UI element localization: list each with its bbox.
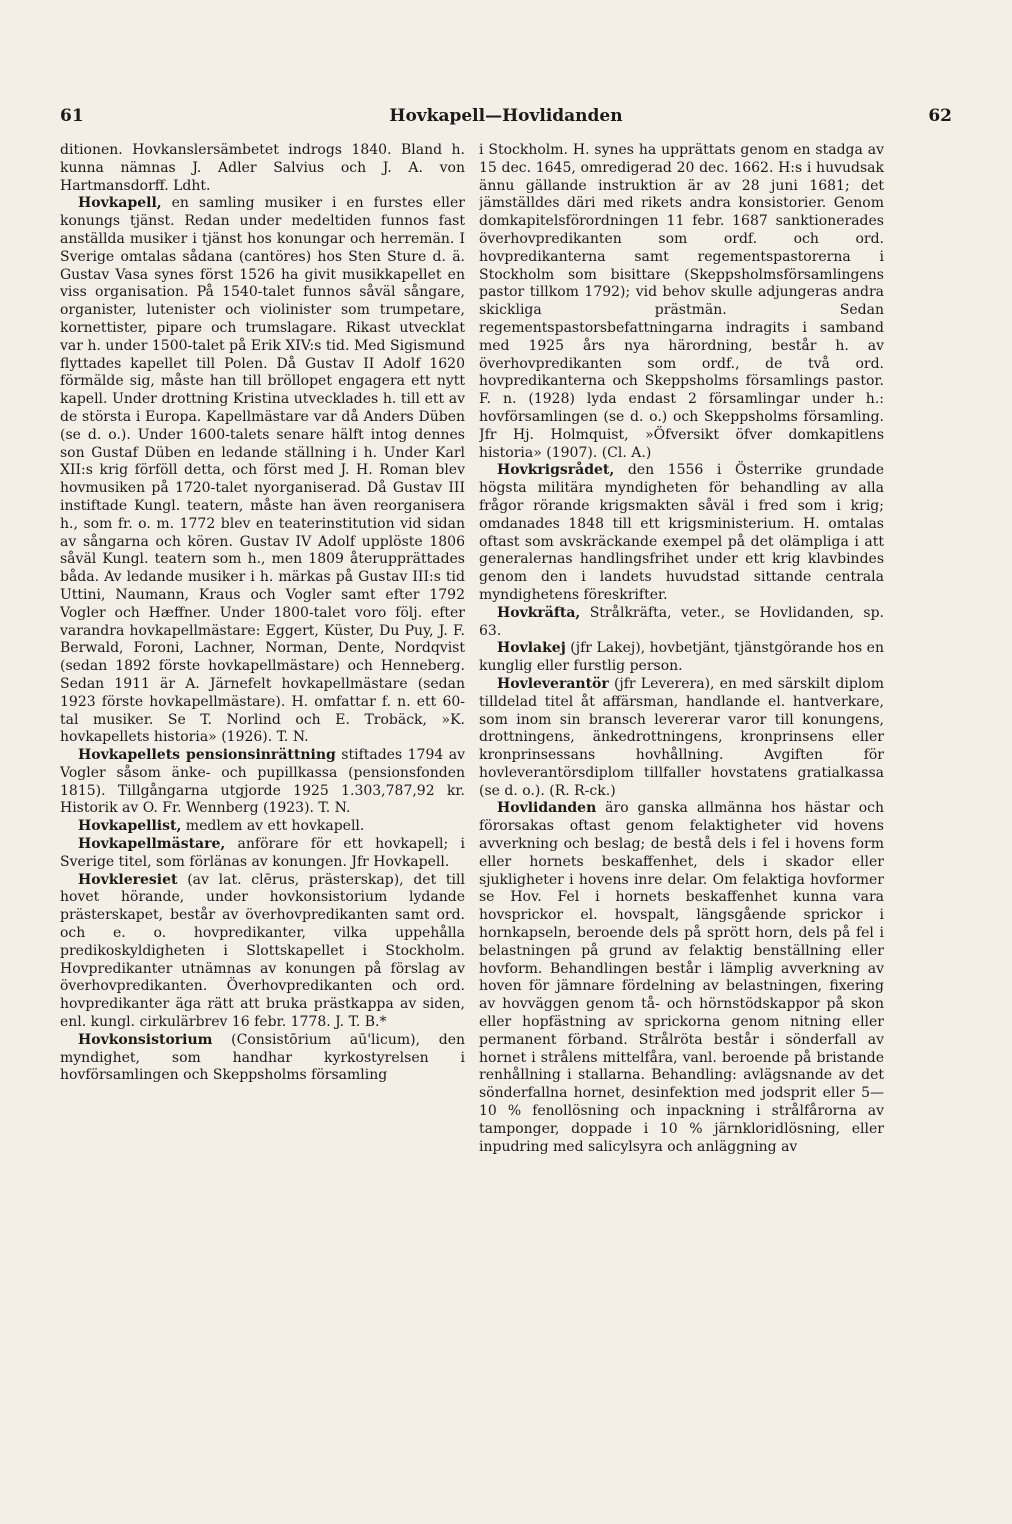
headword: Hovlidanden	[497, 800, 597, 817]
running-title: Hovkapell—Hovlidanden	[389, 106, 623, 126]
entry-paragraph: Hovkonsistorium (Consistōrium aū'licum), den myndighet, som handhar kyrkostyrelsen i hovförsamlingen och Skeppsholms församling	[60, 1031, 465, 1084]
headword: Hovkrigsrådet,	[497, 462, 615, 479]
entry-paragraph: i Stockholm. H. synes ha upprättats genom en stadga av 15 dec. 1645, omredigerad 20 dec. 1662. H:s i huvudsak ännu gällande instruktion är av 28 juni 1681; det jämställdes däri med rikets andra konsistorier. Genom domkapitelsförordningen 11 febr. 1687 sanktionerades överhovpredikanten som ordf. och ord. hovpredikanterna samt regementspastorerna i Stockholm som bisittare (Skeppsholmsförsamlingens pastor tillkom 1792); vid behov skulle adjungeras andra skickliga prästmän. Sedan regementspastorsbefattningarna indragits i samband med 1925 års nya härordning, består h. av överhovpredikanten som ordf., de två ord. hovpredikanterna och Skeppsholms församlings pastor. F. n. (1928) lyda endast 2 församlingar under h.: hovförsamlingen (se d. o.) och Skeppsholms församling. Jfr Hj. Holmquist, »Öfversikt öfver domkapitlens historia» (1907). (Cl. A.)	[479, 142, 884, 461]
headword: Hovkonsistorium	[78, 1031, 213, 1048]
left-column	[60, 142, 465, 1372]
headword: Hovkapellist,	[78, 818, 182, 835]
entry-paragraph: Hovkleresiet (av lat. clērus, prästerskap), det till hovet hörande, under hovkonsistorium lydande prästerskapet, består av överhovpredikanten samt ord. och e. o. hovpredikanter, vilka uppehålla predikoskyldigheten i Slottskapellet i Stockholm. Hovpredikanter utnämnas av konungen på förslag av överhovpredikanten. Överhovpredikanten och ord. hovpredikanter äga rätt att bruka prästkappa av siden, enl. kungl. cirkulärbrev 16 febr. 1778. J. T. B.*	[60, 871, 465, 1031]
entry-paragraph: ditionen. Hovkanslersämbetet indrogs 1840. Bland h. kunna nämnas J. Adler Salvius och J. A. von Hartmansdorff. Ldht.	[60, 142, 465, 194]
page-number-right: 62	[928, 106, 952, 126]
entry-paragraph: Hovkapellmästare, anförare för ett hovkapell; i Sverige titel, som förlänas av konungen. Jfr Hovkapell.	[60, 836, 465, 870]
entry-paragraph: Hovkrigsrådet, den 1556 i Österrike grundade högsta militära myndigheten för behandling av alla frågor rörande krigsmakten såväl i fred som i krig; omdanades 1848 till ett krigsministerium. H. omtalas oftast som avskräckande exempel på det olämpliga i att generalernas handlingsfrihet under ett krig klavbindes genom den i landets huvudstad sittande centrala myndighetens föreskrifter.	[479, 462, 884, 603]
page-header	[60, 100, 952, 132]
headword: Hovleverantör	[497, 675, 609, 692]
entry-paragraph: Hovkapellist, medlem av ett hovkapell.	[78, 818, 365, 835]
entry-paragraph: Hovlakej (jfr Lakej), hovbetjänt, tjänstgörande hos en kunglig eller furstlig person.	[479, 640, 884, 675]
headword: Hovkleresiet	[78, 871, 178, 888]
headword: Hovkräfta,	[497, 604, 581, 621]
headword: Hovkapell,	[78, 195, 162, 212]
headword: Hovlakej	[497, 640, 566, 657]
headword: Hovkapellets pensionsinrättning	[78, 747, 336, 764]
entry-paragraph: Hovkapellets pensionsinrättning stiftades 1794 av Vogler såsom änke- och pupillkassa (pensionsfonden 1815). Tillgångarna utgjorde 1925 1.303,787,92 kr. Historik av O. Fr. Wennberg (1923). T. N.	[60, 747, 465, 817]
right-column	[479, 142, 884, 1372]
page-number-left: 61	[60, 106, 84, 126]
headword: Hovkapellmästare,	[78, 836, 226, 853]
entry-paragraph: Hovlidanden äro ganska allmänna hos hästar och förorsakas oftast genom felaktigheter vid hovens avverkning och beslag; de bestå dels i fel i hovens form eller hornets beskaffenhet, dels i skador eller sjukligheter i hovens inre delar. Om felaktiga hovformer se Hov. Fel i hornets beskaffenhet kunna vara hovsprickor el. hovspalt, längsgående sprickor i hornkapseln, beroende dels på sprött horn, dels på fel i belastningen på grund av felaktig benställning eller hovform. Behandlingen består i lämplig avverkning av hoven för jämnare fördelning av belastningen, fixering av hovväggen genom tå- och hörnstödskappor på skon eller hopfästning av sprickorna genom nitning eller permanent förband. Strålröta består i sönderfall av hornet i strålens mittelfåra, vanl. beroende på bristande renhållning i stallarna. Behandling: avlägsnande av det sönderfallna hornet, desinfektion med jodsprit eller 5—10 % fenollösning och inpackning i strålfårorna av tamponger, doppade i 10 % järnkloridlösning, eller inpudring med salicylsyra och anläggning av	[479, 800, 884, 1155]
entry-paragraph: Hovkapell, en samling musiker i en furstes eller konungs tjänst. Redan under medeltiden funnos fast anställda musiker i tjänst hos konungar och herremän. I Sverige omtalas sådana (cantöres) hos Sten Sture d. ä. Gustav Vasa synes först 1526 ha givit musikkapellet en viss organisation. På 1540-talet funnos såväl sångare, organister, lutenister och violinister som trumpetare, kornettister, pipare och trumslagare. Rikast utvecklat var h. under 1500-talet på Erik XIV:s tid. Med Sigismund flyttades kapellet till Polen. Då Gustav II Adolf 1620 förmälde sig, måste han till bröllopet engagera ett nytt kapell. Under drottning Kristina utvecklades h. till ett av de största i Europa. Kapellmästare var då Anders Düben (se d. o.). Under 1600-talets senare hälft intog dennes son Gustaf Düben en ledande ställning i h. Under Karl XII:s krig förföll detta, och först med J. H. Roman blev hovmusiken på 1720-talet nyorganiserad. Då Gustav III instiftade Kungl. teatern, måste han även reorganisera h., som fr. o. m. 1772 blev en teaterinstitution vid sidan av sångarna och kören. Gustav IV Adolf upplöste 1806 såväl Kungl. teatern som h., men 1809 återupprättades båda. Av ledande musiker i h. märkas på Gustav III:s tid Uttini, Naumann, Kraus och Vogler samt efter 1792 Vogler och Hæffner. Under 1800-talet voro följ. efter varandra hovkapellmästare: Eggert, Küster, Du Puy, J. F. Berwald, Foroni, Lachner, Norman, Dente, Nordqvist (sedan 1892 förste hovkapellmästare) och Henneberg. Sedan 1911 är A. Järnefelt hovkapellmästare (sedan 1923 förste hovkapellmästare). H. omfattar f. n. ett 60-tal musiker. Se T. Norlind och E. Trobäck, »K. hovkapellets historia» (1926). T. N.	[60, 195, 465, 746]
entry-paragraph: Hovleverantör (jfr Leverera), en med särskilt diplom tilldelad titel åt affärsman, handlande el. hantverkare, som inom sin bransch levererar varor till konungens, drottningens, änkedrottningens, kronprinsens eller kronprinsessans hovhållning. Avgiften för hovleverantörsdiplom tillfaller hovstatens gratialkassa (se d. o.). (R. R-ck.)	[479, 675, 884, 799]
entry-paragraph: Hovkräfta, Strålkräfta, veter., se Hovlidanden, sp. 63.	[479, 604, 884, 639]
